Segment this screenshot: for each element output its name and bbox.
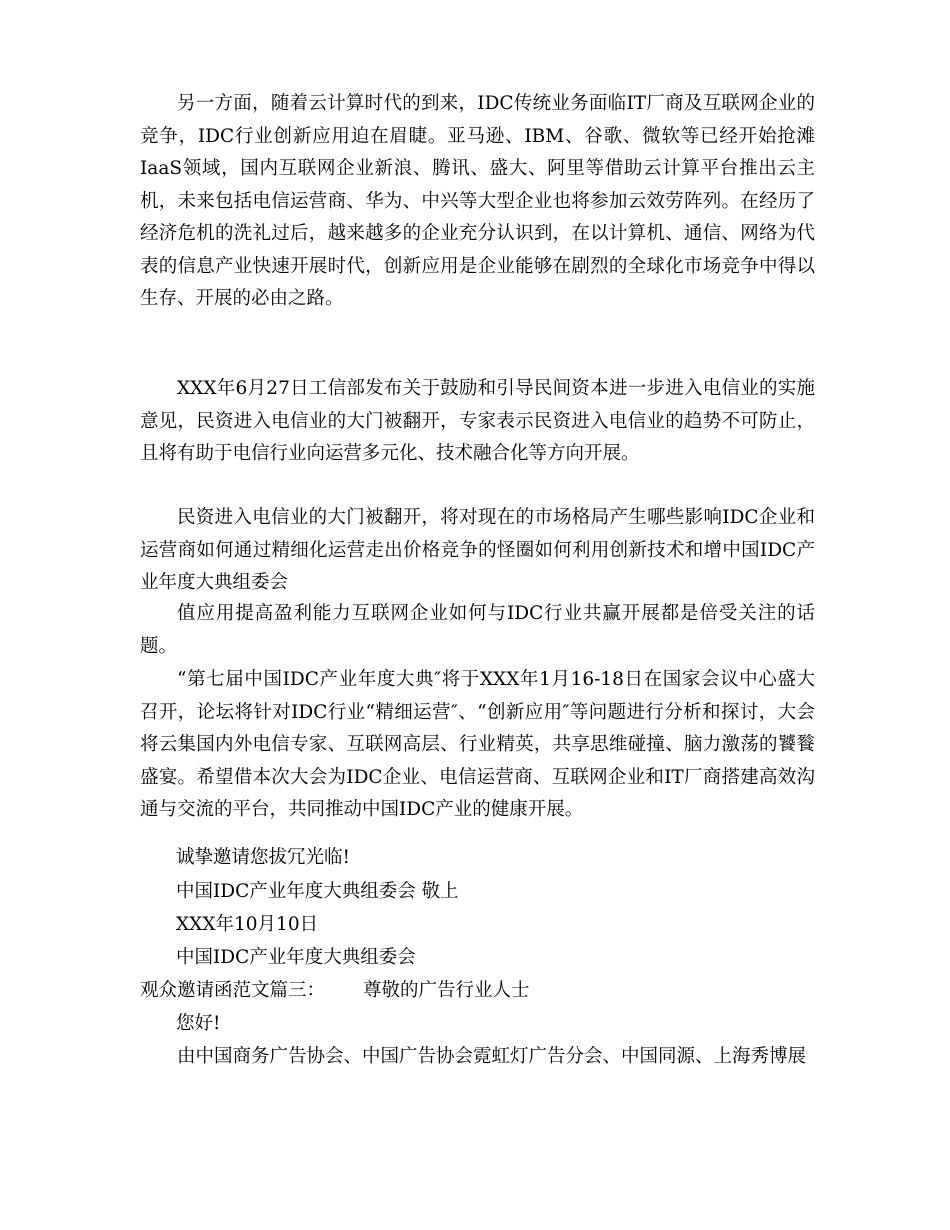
paragraph-market-impact: 民资进入电信业的大门被翻开，将对现在的市场格局产生哪些影响IDC企业和运营商如何通过精细化运营走出价格竞争的怪圈如何利用创新技术和增中国IDC产业年度大典组委会 [140,507,815,593]
paragraph-cloud-computing: 另一方面，随着云计算时代的到来，IDC传统业务面临IT厂商及互联网企业的竞争，IDC行业创新应用迫在眉睫。亚马逊、IBM、谷歌、微软等已经开始抢滩IaaS领域，国内互联网企业新浪、腾讯、盛大、阿里等借助云计算平台推出云主机，未来包括电信运营商、华为、中兴等大型企业也将参加云效劳阵列。在经历了经济危机的洗礼过后，越来越多的企业充分认识到，在以计算机、通信、网络为代表的信息产业快速开展时代，创新应用是企业能够在剧烈的全球化市场竞争中得以生存、开展的必由之路。 [140,93,815,309]
closing-date: XXX年10月10日 [176,914,319,935]
closing-invite: 诚挚邀请您拔冗光临! [176,847,350,868]
section-three-greeting: 您好! [176,1013,221,1034]
section-three-salutation: 尊敬的广告行业人士 [363,980,530,1001]
section-three-label: 观众邀请函范文篇三： [140,980,326,1001]
closing-organizer: 中国IDC产业年度大典组委会 [176,947,416,968]
section-three-paragraph: 由中国商务广告协会、中国广告协会霓虹灯广告分会、中国同源、上海秀博展 [177,1046,807,1067]
closing-signature: 中国IDC产业年度大典组委会 敬上 [176,881,459,902]
paragraph-conference: “第七届中国IDC产业年度大典″将于XXX年1月16-18日在国家会议中心盛大召开，论坛将针对IDC行业“精细运营″、“创新应用″等问题进行分析和探讨，大会将云集国内外电信专家、互联网高层、行业精英，共享思维碰撞、脑力激荡的饕餮盛宴。希望借本次大会为IDC企业、电信运营商、互联网企业和IT厂商搭建高效沟通与交流的平台，共同推动中国IDC产业的健康开展。 [140,669,815,820]
paragraph-profitability: 值应用提高盈利能力互联网企业如何与IDC行业共赢开展都是倍受关注的话题。 [140,603,815,657]
section-three-heading [140,975,530,1008]
paragraph-private-capital: XXX年6月27日工信部发布关于鼓励和引导民间资本进一步进入电信业的实施意见，民资进入电信业的大门被翻开，专家表示民资进入电信业的趋势不可防止，且将有助于电信行业向运营多元化、技术融合化等方向开展。 [140,378,815,464]
